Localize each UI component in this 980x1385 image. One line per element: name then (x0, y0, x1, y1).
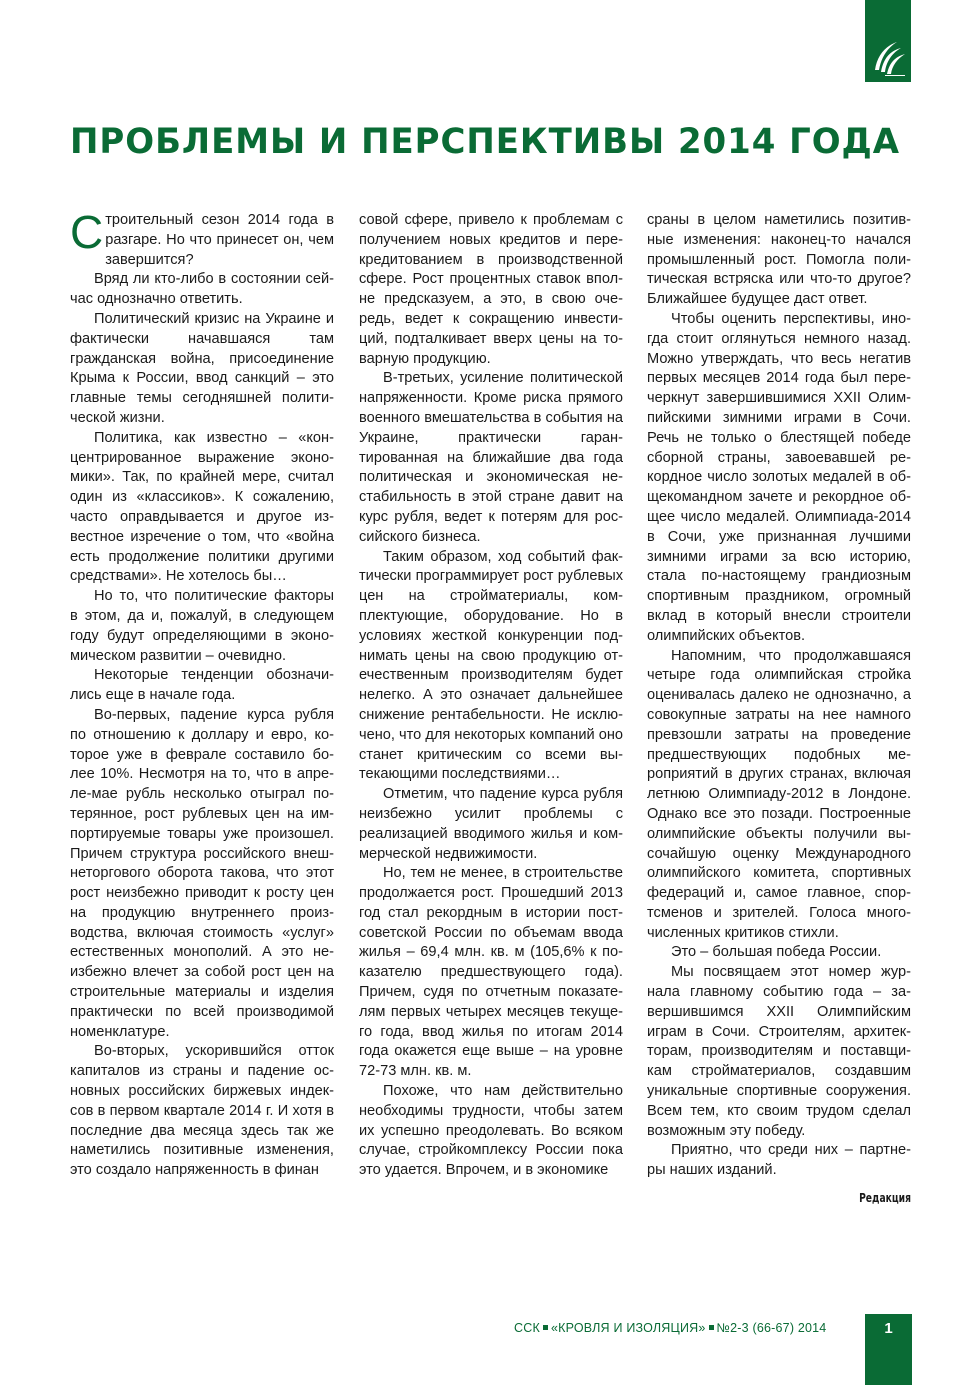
article-column-1 (70, 206, 334, 1181)
paragraph: Политический кризис на Украине и фактически начавшаяся там гражданская война, присоединение Крыма к России, ввод санкций – это главные темы сегодняшней политической жизни. (70, 310, 334, 426)
article-column-3 (647, 211, 911, 1209)
paragraph: Строительный сезон 2014 года в разгаре. Но что принесет он, чем завершится? (70, 206, 334, 268)
paragraph: Чтобы оценить перспективы, иногда стоит оглянуться немного назад. Можно утверждать, что весь негатив первых месяцев 2014 года был перечеркнут завершившимися XXII Олимпийскими зимними играми в Сочи. Речь не только о блестящей победе сборной страны, завоевавшей рекордное число золотых медалей в общекомандном зачете и рекордное общее число медалей. Олимпиада-2014 в Сочи, уже признанная лучшими зимними играми за всю историю, стала по-настоящему грандиозным спортивным праздником, огромный вклад в который внесли строители олимпийских объектов. (647, 310, 911, 644)
paragraph: Некоторые тенденции обозначились еще в начале года. (70, 667, 334, 704)
paragraph: Мы посвящаем этот номер журнала главному событию года – завершившимся XXII Олимпийским играм в Сочи. Строителям, архитекторам, производителям и поставщикам стройматериалов, создавшим уникальные спортивные сооружения. Всем тем, кто своим трудом сделал возможным эту победу. (647, 964, 911, 1139)
paragraph: Политика, как известно – «концентрированное выражение экономики». Так, по крайней мере, считал один из «классиков». К сожалению, часто оправдывается и другое известное изречение о том, что «война есть продолжение политики другими средствами». Не хотелось бы… (70, 429, 334, 585)
paragraph: Но, тем не менее, в строительстве продолжается рост. Прошедший 2013 год стал рекордным в истории постсоветской России по объемам ввода жилья – 69,4 млн. кв. м (105,6% к показателю предшествующего года). Причем, судя по отчетным показателям первых четырех месяцев текущего года, ввод жилья по итогам 2014 года окажется еще выше – на уровне 72-73 млн. кв. м. (359, 865, 623, 1080)
square-bullet-icon (543, 1325, 548, 1330)
paragraph: Но то, что политические факторы в этом, да и, пожалуй, в следующем году будут определяющими в экономическом развитии – очевидно. (70, 588, 334, 664)
footer-publisher: ССК (514, 1321, 540, 1335)
paragraph: Это – большая победа России. (671, 944, 882, 961)
footer-publication-info (514, 1321, 826, 1335)
square-bullet-icon (709, 1325, 714, 1330)
paragraph: В-третьих, усиление политической напряженности. Кроме риска прямого военного вмешательства в события на Украине, практически гарантированная на ближайшие два года политическая и экономическая нестабильность в этой стране давит на курс рубля, ведет к потерям для российского бизнеса. (359, 370, 623, 545)
paragraph: Таким образом, ход событий фактически программирует рост рублевых цен на стройматериалы, комплектующие, оборудование. Но в условиях жесткой конкуренции поднимать цены на свою продукцию отечественным производителям будет нелегко. А это означает дальнейшее снижение рентабельности. Не исключено, что для некоторых компаний оно станет критическим со всеми вытекающими последствиями… (359, 548, 623, 783)
paragraph: Вряд ли кто-либо в состоянии сейчас однозначно ответить. (70, 271, 334, 308)
page-title: ПРОБЛЕМЫ И ПЕРСПЕКТИВЫ 2014 ГОДА (70, 122, 901, 162)
paragraph: Приятно, что среди них – партнеры наших изданий. (647, 1142, 911, 1179)
paragraph: Во-первых, падение курса рубля по отношению к доллару и евро, которое уже в феврале составило более 10%. Несмотря на то, что в апреле-мае рубль несколько отыграл потерянное, рост рублевых цен на импортируемые товары уже произошел. Причем структура российского внешнеторгового оборота такова, что этот рост неизбежно приводит к росту цен на продукцию внутреннего производства, включая стоимость «услуг» естественных монополий. А это неизбежно влечет за собой рост цен на строительные материалы и изделия практически по всей производимой номенклатуре. (70, 706, 334, 1040)
paragraph: сраны в целом наметились позитивные изменения: наконец-то начался промышленный рост. Помогла политическая встряска или что-то другое? Ближайшее будущее даст ответ. (647, 212, 911, 308)
footer-magazine: «КРОВЛЯ И ИЗОЛЯЦИЯ» (550, 1321, 706, 1335)
footer-issue: №2-3 (66-67) 2014 (716, 1321, 827, 1335)
drop-cap: С (70, 206, 104, 258)
article-signature: Редакция (859, 1191, 911, 1206)
leaf-swoosh-logo-icon (871, 36, 907, 78)
paragraph: Напомним, что продолжавшаяся четыре года олимпийская стройка оценивалась далеко не однозначно, а совокупные затраты на нее намного превзошли затраты на проведение предшествующих подобных мероприятий в других странах, включая летнюю Олимпиаду-2012 в Лондоне. Однако все это позади. Построенные олимпийские объекты получили высочайшую оценку Международного олимпийского комитета, спортивных федераций и, самое главное, спортсменов и зрителей. Голоса многочисленных критиков стихли. (647, 647, 911, 941)
paragraph: Во-вторых, ускорившийся отток капиталов из страны и падение основных российских биржевых индексов в первом квартале 2014 г. И хотя в последние два месяца здесь так же наметились позитивные изменения, это создало напряженность в финан (70, 1043, 334, 1179)
paragraph: Отметим, что падение курса рубля неизбежно усилит проблемы с реализацией вводимого жилья и коммерческой недвижимости. (359, 786, 623, 862)
paragraph: совой сфере, привело к проблемам с получением новых кредитов и перекредитованием в производственной сфере. Рост процентных ставок вполне предсказуем, а это, в свою очередь, ведет к сокращению инвестиций, подталкивает вверх цены на товарную продукцию. (359, 212, 623, 367)
page-number: 1 (884, 1320, 893, 1337)
brand-logo-tab (865, 0, 911, 82)
page-number-tab (865, 1314, 912, 1385)
article-column-2 (359, 211, 623, 1181)
paragraph: Похоже, что нам действительно необходимы трудности, чтобы затем их успешно преодолевать. Во всяком случае, стройкомплексу России пока это удается. Впрочем, и в экономике (359, 1083, 623, 1179)
